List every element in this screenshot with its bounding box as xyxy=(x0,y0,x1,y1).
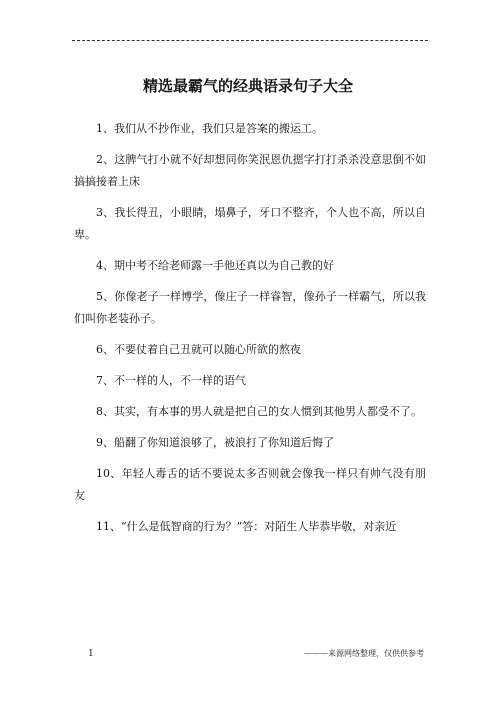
document-title: 精选最霸气的经典语录句子大全 xyxy=(142,77,353,95)
quote-paragraph: 7、不一样的人，不一样的语气 xyxy=(96,374,246,387)
quote-paragraph: 11、“什么是低智商的行为？”答：对陌生人毕恭毕敬，对亲近 xyxy=(96,520,397,533)
quote-paragraph: 9、船翻了你知道浪够了，被浪打了你知道后悔了 xyxy=(96,436,334,449)
quote-paragraph: 6、不要仗着自己丑就可以随心所欲的熬夜 xyxy=(96,343,301,356)
quote-paragraph: 10、年轻人毒舌的话不要说太多否则就会像我一样只有帅气没有朋友 xyxy=(74,467,426,502)
quote-paragraph: 5、你像老子一样博学，像庄子一样睿智，像孙子一样霸气，所以我们叫你老装孙子。 xyxy=(74,290,426,325)
header-dashed-rule xyxy=(72,40,428,41)
quote-paragraph: 4、期中考不给老师露一手他还真以为自己教的好 xyxy=(96,259,334,272)
quote-paragraph: 2、这脾气打小就不好却想同你笑泯恩仇摁字打打杀杀没意思倒不如搞搞接着上床 xyxy=(74,153,426,188)
quote-paragraph: 8、其实，有本事的男人就是把自己的女人惯到其他男人都受不了。 xyxy=(96,405,422,418)
footer-source-note: ———来源网络整理，仅供供参考 xyxy=(304,649,424,658)
quote-paragraph: 1、我们从不抄作业，我们只是答案的搬运工。 xyxy=(96,122,323,135)
page-number: 1 xyxy=(88,649,94,659)
document-body xyxy=(74,118,426,547)
quote-paragraph: 3、我长得丑，小眼睛，塌鼻子，牙口不整齐，个人也不高，所以自卑。 xyxy=(74,206,426,241)
